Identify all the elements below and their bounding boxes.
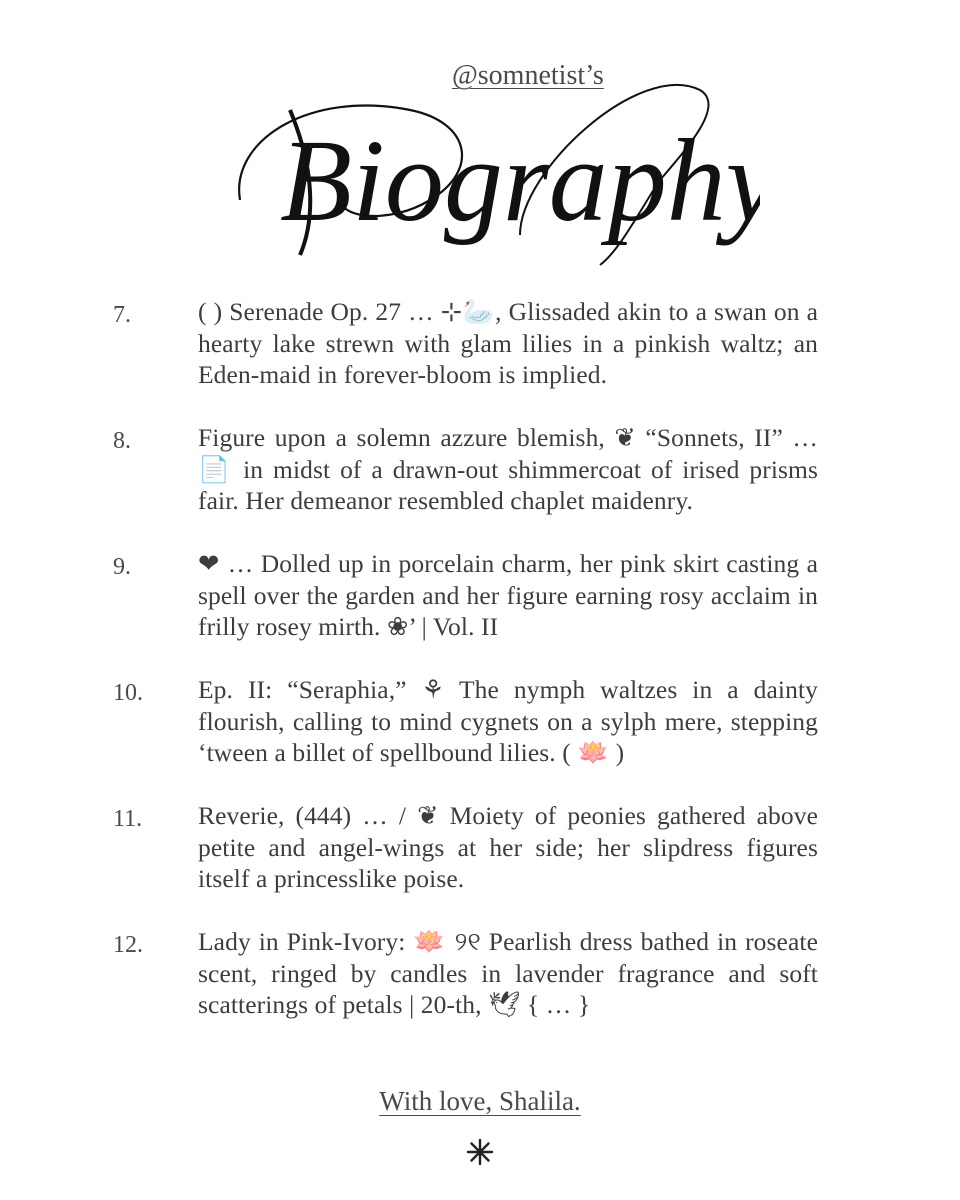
title-text: Biography xyxy=(280,115,760,246)
list-item xyxy=(0,674,960,774)
list-item xyxy=(0,548,960,648)
entry-number: 8. xyxy=(113,428,131,454)
asterisk-star-icon xyxy=(466,1138,494,1166)
signoff-text: With love, Shalila. xyxy=(379,1086,581,1116)
entry-text: ❤ … Dolled up in porcelain charm, her pink skirt casting a spell over the garden and her figure earning rosy acclaim in frilly rosey mirth. ❀’ | Vol. II xyxy=(198,549,818,641)
list-item xyxy=(0,422,960,522)
header xyxy=(0,0,960,280)
entry-text: Reverie, (444) … / ❦ Moiety of peonies gathered above petite and angel-wings at her side; her slipdress figures itself a princesslike poise. xyxy=(198,801,818,893)
entry-number: 9. xyxy=(113,554,131,580)
entry-number: 7. xyxy=(113,302,131,328)
entry-text: ( ) Serenade Op. 27 … ⊹🦢, Glissaded akin to a swan on a hearty lake strewn with glam lilies in a pinkish waltz; an Eden-maid in forever-bloom is implied. xyxy=(198,297,818,389)
author-handle[interactable]: @somnetist’s xyxy=(452,60,604,91)
list-item xyxy=(0,296,960,396)
entry-number: 12. xyxy=(113,932,143,958)
entry-text: Figure upon a solemn azzure blemish, ❦ “Sonnets, II” … 📄 in midst of a drawn-out shimmercoat of irised prisms fair. Her demeanor resembled chaplet maidenry. xyxy=(198,423,818,515)
entry-text: Lady in Pink-Ivory: 🪷 ୨୧ Pearlish dress bathed in roseate scent, ringed by candles in lavender fragrance and soft scatterings of petals | 20-th, 🕊 { … } xyxy=(198,927,818,1019)
signoff xyxy=(0,1086,960,1117)
entry-text: Ep. II: “Seraphia,” ⚘ The nymph waltzes in a dainty flourish, calling to mind cygnets on a sylph mere, stepping ‘tween a billet of spellbound lilies. ( 🪷 ) xyxy=(198,675,818,767)
entry-number: 10. xyxy=(113,680,143,706)
entry-number: 11. xyxy=(113,806,143,832)
list-item xyxy=(0,926,960,1026)
list-item xyxy=(0,800,960,900)
